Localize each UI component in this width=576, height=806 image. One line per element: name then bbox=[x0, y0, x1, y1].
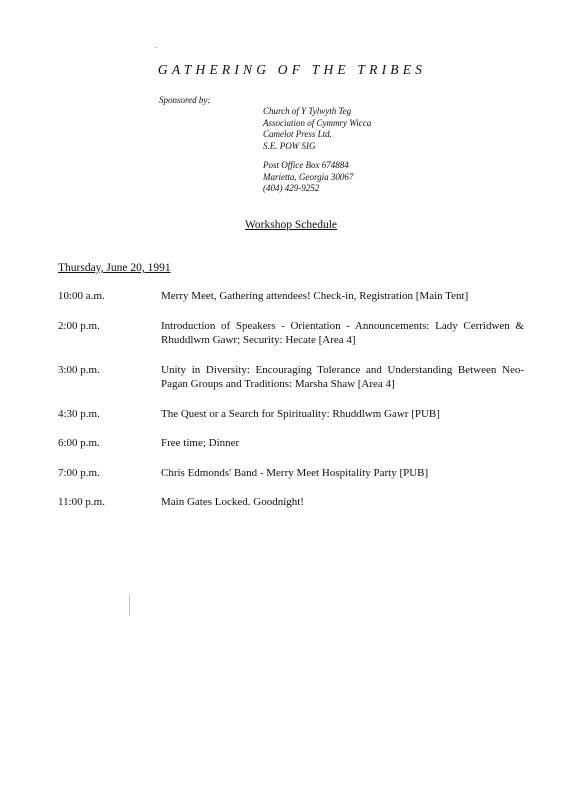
schedule-row bbox=[58, 466, 524, 481]
schedule-time: 4:30 p.m. bbox=[58, 407, 100, 420]
schedule-event: Introduction of Speakers - Orientation - Announcements: Lady Cerridwen & Rhuddlwm Gawr; Security: Hecate [Area 4] bbox=[161, 319, 524, 346]
schedule-time: 3:00 p.m. bbox=[58, 363, 100, 376]
sponsor-item: Association of Cymmry Wicca bbox=[263, 117, 372, 128]
schedule-event: Merry Meet, Gathering attendees! Check-in, Registration [Main Tent] bbox=[161, 290, 469, 302]
schedule-event: Main Gates Locked. Goodnight! bbox=[161, 496, 304, 508]
scan-speck bbox=[155, 47, 157, 48]
day-heading: Thursday, June 20, 1991 bbox=[58, 262, 171, 274]
document-title: GATHERING OF THE TRIBES bbox=[157, 62, 427, 77]
schedule-event: Chris Edmonds' Band - Merry Meet Hospitality Party [PUB] bbox=[161, 466, 429, 479]
sponsored-by-label: Sponsored by: bbox=[159, 95, 211, 105]
schedule-event: Free time; Dinner bbox=[161, 437, 240, 449]
address-line: Post Office Box 674884 bbox=[263, 160, 349, 170]
sponsor-item: Church of Y Tylwyth Teg bbox=[263, 106, 352, 116]
schedule-event: The Quest or a Search for Spirituality: Rhuddlwm Gawr [PUB] bbox=[161, 407, 440, 420]
schedule-list bbox=[58, 289, 524, 525]
schedule-row bbox=[58, 407, 524, 422]
sponsor-list bbox=[263, 106, 371, 152]
schedule-row bbox=[58, 319, 524, 348]
address-line: Marietta, Georgia 30067 bbox=[263, 171, 354, 182]
schedule-heading: Workshop Schedule bbox=[244, 219, 338, 231]
schedule-event: Unity in Diversity: Encouraging Tolerance and Understanding Between Neo-Pagan Groups and Traditions: Marsha Shaw [Area 4] bbox=[161, 363, 524, 390]
schedule-time: 6:00 p.m. bbox=[58, 437, 100, 449]
sponsor-item: Camelot Press Ltd. bbox=[263, 129, 332, 139]
schedule-row bbox=[58, 436, 524, 451]
schedule-time: 11:00 p.m. bbox=[58, 496, 105, 508]
schedule-time: 2:00 p.m. bbox=[58, 319, 100, 332]
schedule-time: 7:00 p.m. bbox=[58, 466, 100, 479]
sponsor-item: S.E. POW SIG bbox=[263, 140, 316, 151]
mailing-address bbox=[263, 160, 353, 195]
scan-mark bbox=[129, 594, 130, 616]
schedule-row bbox=[58, 495, 524, 510]
schedule-time: 10:00 a.m. bbox=[58, 290, 105, 302]
schedule-row bbox=[58, 363, 524, 392]
phone-number: (404) 429-9252 bbox=[263, 183, 320, 193]
schedule-row bbox=[58, 289, 524, 304]
